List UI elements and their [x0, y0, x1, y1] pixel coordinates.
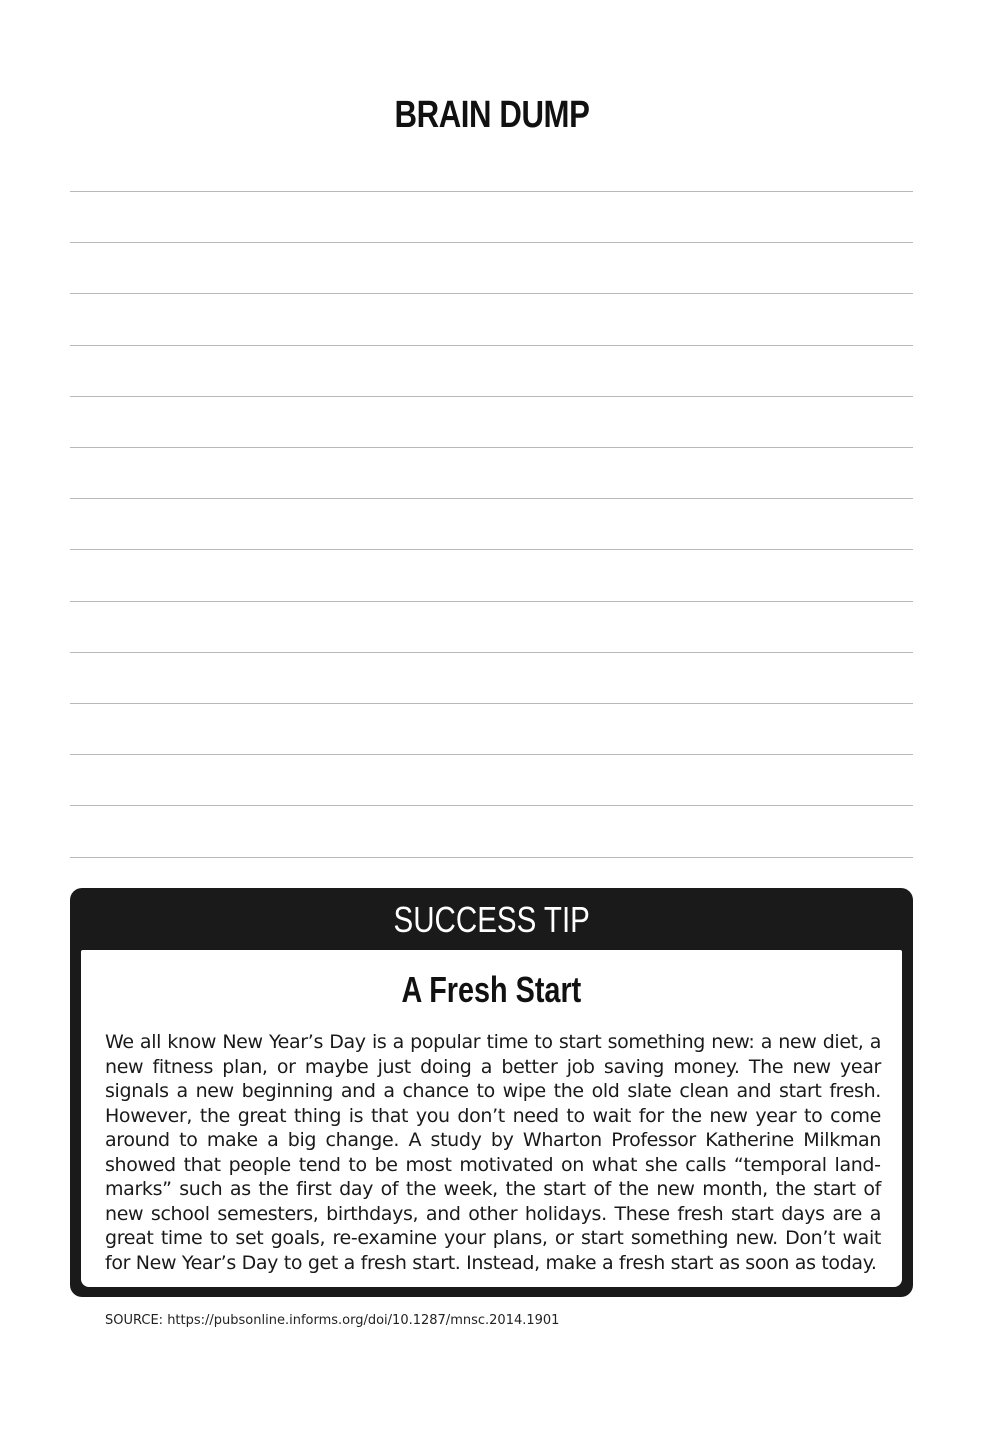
success-tip-text: We all know New Year’s Day is a popular time to start something new: a new diet, a new fitness plan, or maybe just doing a better job saving money. The new year signals a new beginning and a chance to wipe the old slate clean and start fresh. However, the great thing is that you don’t need to wait for the new year to come around to make a big change. A study by Wharton Professor Katherine Milkman showed that people tend to be most motivated on what she calls “temporal landmarks” such as the first day of the week, the start of the new month, the start of new school semesters, birthdays, and other holidays. These fresh start days are a great time to set goals, re-examine your plans, or start something new. Don’t wait for New Year’s Day to get a fresh start. Instead, make a fresh start as soon as today. [105, 1031, 881, 1274]
writing-line [70, 652, 913, 653]
writing-line [70, 191, 913, 192]
success-tip-subtitle-label: A Fresh Start [401, 969, 582, 1010]
source-citation: SOURCE: https://pubsonline.informs.org/doi/10.1287/mnsc.2014.1901 [105, 1313, 560, 1328]
writing-line [70, 703, 913, 704]
writing-line [70, 857, 913, 858]
success-tip-subtitle [81, 968, 902, 1012]
success-tip-header-label: SUCCESS TIP [393, 899, 590, 940]
writing-lines [70, 0, 913, 860]
writing-line [70, 293, 913, 294]
writing-line [70, 345, 913, 346]
writing-line [70, 242, 913, 243]
writing-line [70, 754, 913, 755]
writing-line [70, 447, 913, 448]
writing-line [70, 498, 913, 499]
writing-line [70, 601, 913, 602]
writing-line [70, 396, 913, 397]
writing-line [70, 805, 913, 806]
writing-line [70, 549, 913, 550]
success-tip-header [70, 888, 913, 950]
page-title: BRAIN DUMP [394, 94, 590, 136]
